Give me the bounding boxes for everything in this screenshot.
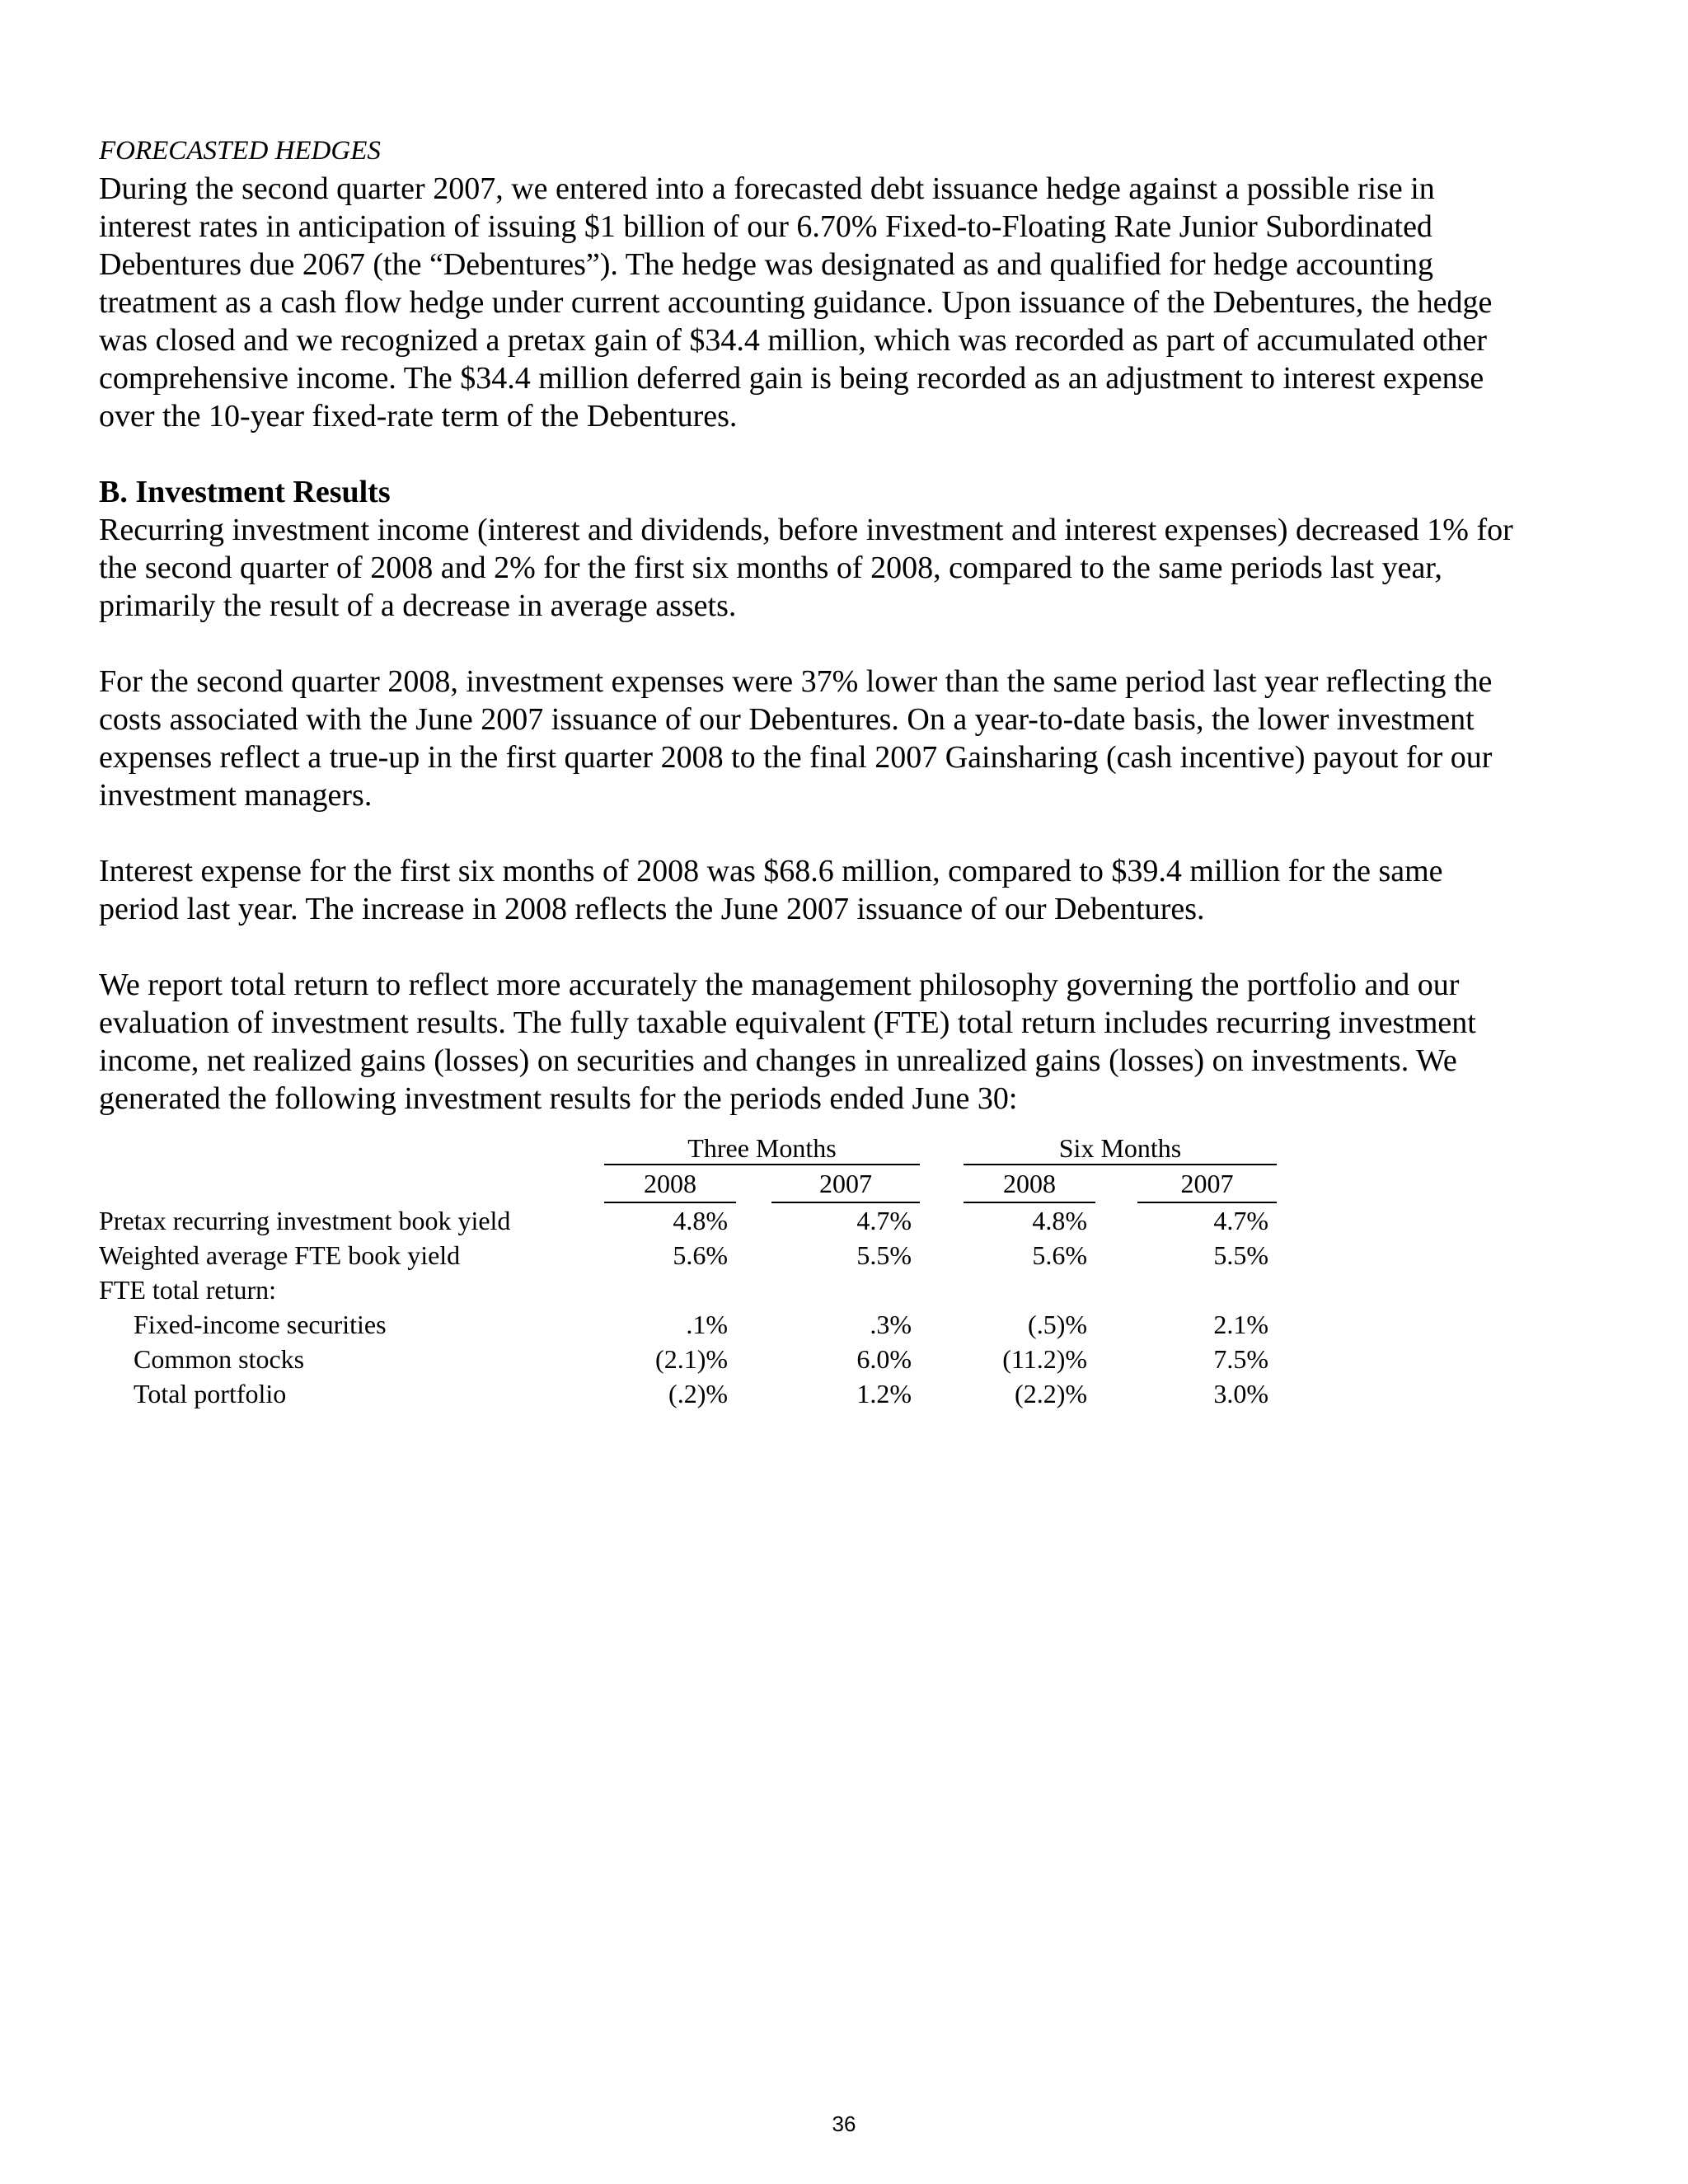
table-cell: (.2)%	[668, 1379, 728, 1408]
table-row	[99, 1307, 1319, 1342]
investment-expenses-paragraph: For the second quarter 2008, investment expenses were 37% lower than the same period last year reflecting the costs associated with the June 2007 issuance of our Debentures. On a year-to-date basis, the lower investment expenses reflect a true-up in the first quarter 2008 to the final 2007 Gainsharing (cash incentive) payout for our investment managers.	[99, 664, 1493, 813]
investment-results-title: B. Investment Results	[99, 475, 391, 509]
table-cell: (2.1)%	[655, 1344, 728, 1374]
interest-expense-paragraph: Interest expense for the first six months of 2008 was $68.6 million, compared to $39.4 million for the same period last year. The increase in 2008 reflects the June 2007 issuance of our Debentures.	[99, 854, 1443, 926]
table-cell: 7.5%	[1213, 1344, 1268, 1374]
table-cell: (2.2)%	[1015, 1379, 1087, 1408]
table-row	[99, 1376, 1319, 1411]
row-label: Pretax recurring investment book yield	[99, 1206, 511, 1235]
table-year-header-row	[99, 1165, 1319, 1203]
table-row	[99, 1203, 1319, 1238]
total-return-paragraph: We report total return to reflect more accurately the management philosophy governing the portfolio and our evaluation of investment results. The fully taxable equivalent (FTE) total return includes recurring investment income, net realized gains (losses) on securities and changes in unrealized gains (losses) on investments. We generated the following investment results for the periods ended June 30:	[99, 968, 1476, 1116]
table-cell: 5.6%	[1032, 1240, 1087, 1270]
table-group-header-row	[99, 1131, 1319, 1165]
investment-results-table	[99, 1131, 1319, 1411]
table-cell: 4.8%	[1032, 1206, 1087, 1235]
table-cell: (11.2)%	[1002, 1344, 1087, 1374]
six-months-header: Six Months	[1058, 1133, 1182, 1163]
page-number: 36	[832, 2111, 856, 2136]
three-months-header: Three Months	[687, 1133, 837, 1163]
table-cell: 5.6%	[673, 1240, 728, 1270]
table-cell: 3.0%	[1213, 1379, 1268, 1408]
table-cell: 5.5%	[1213, 1240, 1268, 1270]
table-cell: .3%	[870, 1310, 912, 1339]
table-cell: (.5)%	[1028, 1310, 1087, 1339]
table-cell: 2.1%	[1213, 1310, 1268, 1339]
table-cell: .1%	[686, 1310, 728, 1339]
table-row	[99, 1342, 1319, 1376]
row-label: Common stocks	[134, 1344, 305, 1374]
table-cell: 1.2%	[856, 1379, 912, 1408]
table-row	[99, 1238, 1319, 1272]
forecasted-hedges-heading: FORECASTED HEDGES	[99, 136, 381, 166]
table-row	[99, 1272, 1319, 1307]
table-cell: 6.0%	[856, 1344, 912, 1374]
year-header-six-2007: 2007	[1180, 1169, 1234, 1198]
table-cell: 4.7%	[856, 1206, 912, 1235]
forecasted-hedges-paragraph: During the second quarter 2007, we entered into a forecasted debt issuance hedge against a possible rise in interest rates in anticipation of issuing $1 billion of our 6.70% Fixed-to-Floating Rate Junior Subordinated Debentures due 2067 (the “Debentures”). The hedge was designated as and qualified for hedge accounting treatment as a cash flow hedge under current accounting guidance. Upon issuance of the Debentures, the hedge was closed and we recognized a pretax gain of $34.4 million, which was recorded as part of accumulated other comprehensive income. The $34.4 million deferred gain is being recorded as an adjustment to interest expense over the 10-year fixed-rate term of the Debentures.	[99, 171, 1493, 434]
year-header-three-2008: 2008	[644, 1169, 696, 1198]
table-cell: 5.5%	[856, 1240, 912, 1270]
row-label: Total portfolio	[134, 1379, 287, 1408]
table-cell: 4.7%	[1213, 1206, 1268, 1235]
year-header-three-2007: 2007	[819, 1169, 872, 1198]
year-header-six-2008: 2008	[1003, 1169, 1056, 1198]
row-label: FTE total return:	[99, 1275, 277, 1305]
row-label: Fixed-income securities	[134, 1310, 387, 1339]
row-label: Weighted average FTE book yield	[99, 1240, 461, 1270]
table-cell: 4.8%	[673, 1206, 728, 1235]
document-body	[99, 132, 1517, 1118]
investment-income-paragraph: Recurring investment income (interest and dividends, before investment and interest expenses) decreased 1% for the second quarter of 2008 and 2% for the first six months of 2008, compared to the same periods last year, primarily the result of a decrease in average assets.	[99, 513, 1513, 623]
